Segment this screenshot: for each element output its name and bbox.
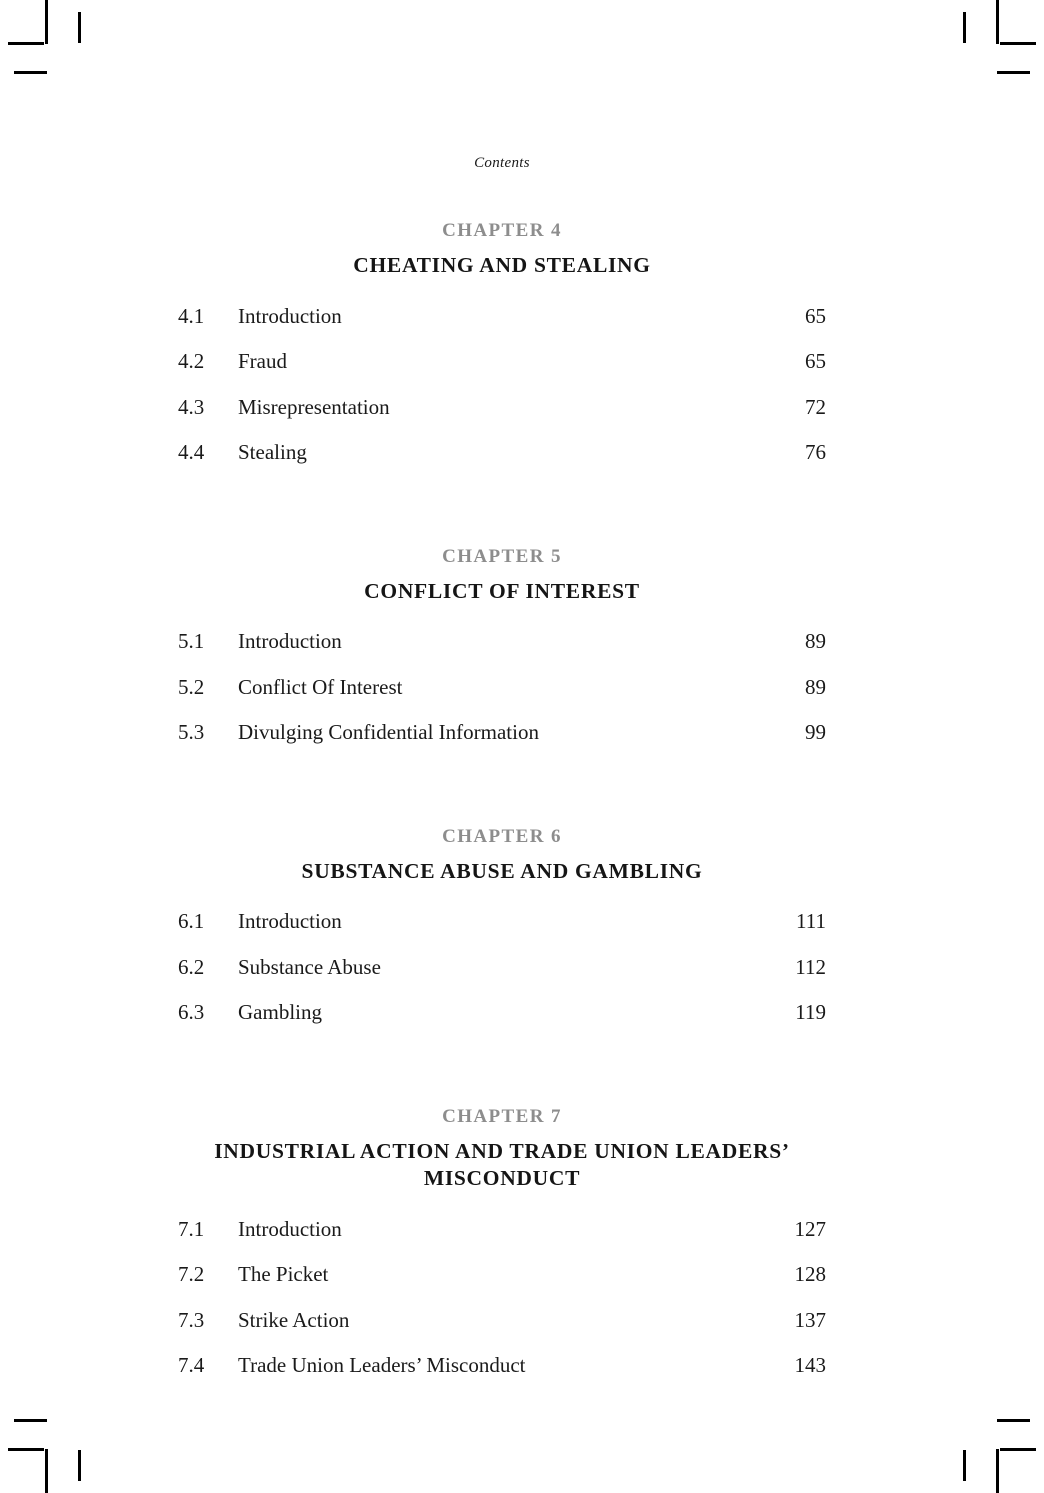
entry-page-number: 128	[794, 1262, 826, 1287]
entry-number: 6.2	[178, 954, 205, 979]
entry-label: Introduction	[238, 1216, 342, 1241]
entry-label: Introduction	[238, 303, 342, 328]
entry-number: 7.3	[178, 1307, 205, 1332]
chapter-block	[178, 546, 826, 766]
toc-entry[interactable]	[178, 349, 826, 395]
entry-number: 7.1	[178, 1216, 205, 1241]
entry-label: Fraud	[238, 349, 287, 374]
entry-number: 5.2	[178, 674, 205, 699]
chapter-title: SUBSTANCE ABUSE AND GAMBLING	[301, 858, 703, 883]
entry-label: The Picket	[238, 1262, 329, 1287]
crop-mark-bottom-right	[997, 1419, 1030, 1422]
toc-entry[interactable]	[178, 720, 826, 766]
crop-mark-bottom-left	[45, 1449, 48, 1493]
chapter-list	[178, 220, 826, 1399]
entry-page-number: 76	[805, 440, 826, 465]
chapter-block	[178, 826, 826, 1046]
entry-label: Stealing	[238, 440, 307, 465]
crop-mark-bottom-right	[1000, 1448, 1036, 1451]
toc-entry[interactable]	[178, 395, 826, 441]
chapter-title: CONFLICT OF INTEREST	[364, 578, 640, 603]
entry-page-number: 65	[805, 349, 826, 374]
entry-label: Gambling	[238, 1000, 322, 1025]
toc-entry[interactable]	[178, 1308, 826, 1354]
crop-mark-top-right	[1000, 42, 1036, 45]
chapter-block	[178, 1106, 826, 1399]
crop-mark-bottom-left	[14, 1419, 47, 1422]
entry-page-number: 65	[805, 303, 826, 328]
entry-label: Introduction	[238, 909, 342, 934]
entry-number: 4.3	[178, 394, 205, 419]
crop-mark-top-left	[14, 71, 47, 74]
entry-page-number: 143	[794, 1353, 826, 1378]
entry-label: Conflict Of Interest	[238, 674, 403, 699]
chapter-label: CHAPTER 4	[442, 220, 562, 241]
entry-page-number: 89	[805, 674, 826, 699]
entry-page-number: 111	[796, 909, 826, 934]
toc-entry[interactable]	[178, 440, 826, 486]
entry-label: Introduction	[238, 629, 342, 654]
toc-entry[interactable]	[178, 675, 826, 721]
toc-entry[interactable]	[178, 1353, 826, 1399]
toc-entry[interactable]	[178, 304, 826, 350]
crop-mark-top-right	[997, 71, 1030, 74]
entry-number: 4.1	[178, 303, 205, 328]
toc-entry[interactable]	[178, 629, 826, 675]
crop-mark-top-left	[78, 12, 81, 43]
toc-entry[interactable]	[178, 1262, 826, 1308]
entry-page-number: 72	[805, 394, 826, 419]
crop-mark-top-left	[45, 0, 48, 44]
crop-mark-top-right	[996, 0, 999, 44]
entry-number: 5.3	[178, 720, 205, 745]
entry-label: Strike Action	[238, 1307, 350, 1332]
crop-mark-bottom-right	[996, 1449, 999, 1493]
entry-number: 7.2	[178, 1262, 205, 1287]
entry-number: 4.4	[178, 440, 205, 465]
entry-page-number: 99	[805, 720, 826, 745]
toc-entry[interactable]	[178, 955, 826, 1001]
entry-page-number: 112	[795, 954, 826, 979]
toc-content	[178, 155, 826, 1413]
crop-mark-bottom-left	[78, 1450, 81, 1481]
entry-number: 5.1	[178, 629, 205, 654]
toc-entry[interactable]	[178, 1000, 826, 1046]
toc-entry[interactable]	[178, 909, 826, 955]
chapter-label: CHAPTER 6	[442, 825, 562, 847]
running-head: Contents	[474, 155, 530, 171]
entry-page-number: 137	[794, 1307, 826, 1332]
entry-page-number: 89	[805, 629, 826, 654]
chapter-label: CHAPTER 5	[442, 545, 562, 567]
entry-page-number: 119	[795, 1000, 826, 1025]
crop-mark-bottom-left	[8, 1448, 44, 1451]
chapter-title: INDUSTRIAL ACTION AND TRADE UNION LEADERS’ MISCONDUCT	[214, 1138, 790, 1191]
entry-label: Trade Union Leaders’ Misconduct	[238, 1353, 526, 1378]
chapter-title: CHEATING AND STEALING	[353, 253, 651, 277]
chapter-label: CHAPTER 7	[442, 1105, 562, 1127]
chapter-block	[178, 220, 826, 486]
entry-number: 6.1	[178, 909, 205, 934]
entry-page-number: 127	[794, 1216, 826, 1241]
entry-number: 6.3	[178, 1000, 205, 1025]
crop-mark-top-right	[963, 12, 966, 43]
entry-label: Divulging Confidential Information	[238, 720, 539, 745]
entry-label: Misrepresentation	[238, 394, 390, 419]
entry-number: 4.2	[178, 349, 205, 374]
entry-label: Substance Abuse	[238, 954, 381, 979]
crop-mark-top-left	[8, 42, 44, 45]
toc-entry[interactable]	[178, 1217, 826, 1263]
entry-number: 7.4	[178, 1353, 205, 1378]
crop-mark-bottom-right	[963, 1450, 966, 1481]
